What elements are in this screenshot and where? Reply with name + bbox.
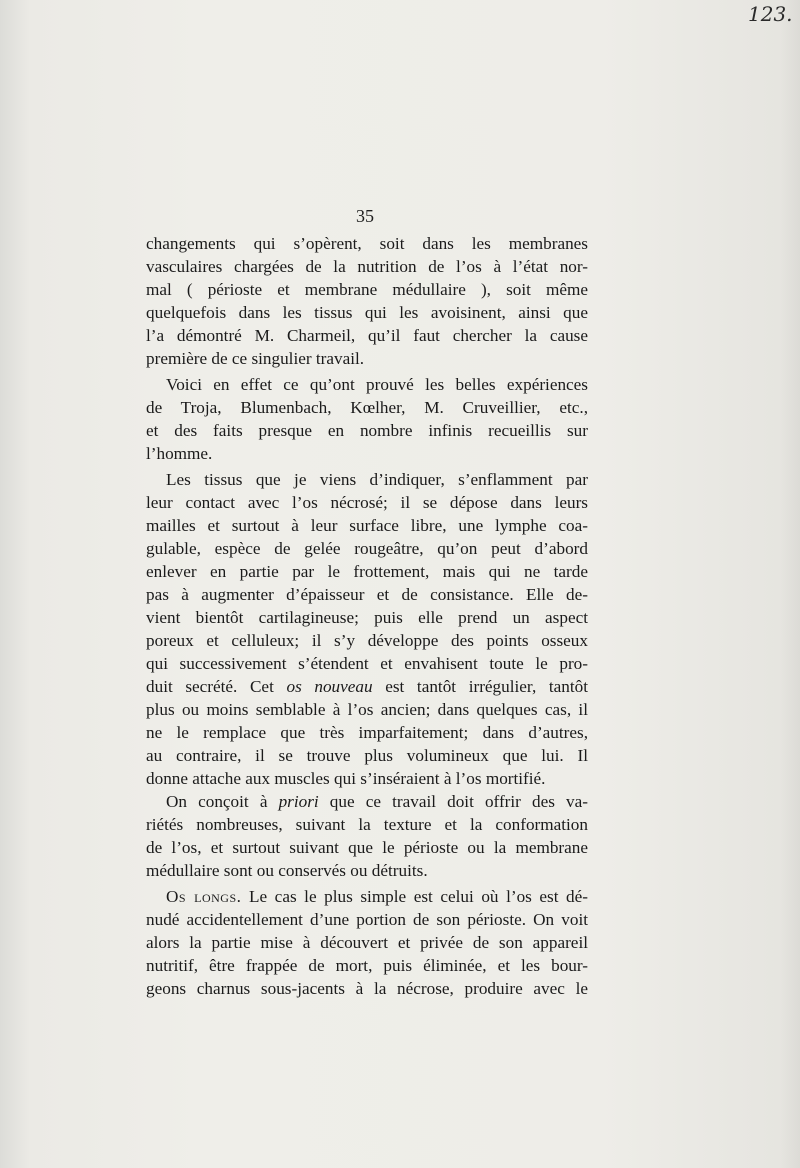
text-line: gulable, espèce de gelée rougeâtre, qu’on peut d’abord <box>146 539 588 558</box>
text-line: pas à augmenter d’épaisseur et de consistance. Elle de- <box>146 585 588 604</box>
text-line: enlever en partie par le frottement, mais qui ne tarde <box>146 562 588 581</box>
handwritten-page-note: 123. <box>748 2 793 26</box>
text-line: première de ce singulier travail. <box>146 349 365 368</box>
text-line: riétés nombreuses, suivant la texture et la conformation <box>146 815 588 834</box>
text-line: nudé accidentellement d’une portion de son périoste. On voit <box>146 910 588 929</box>
text-line: mal ( périoste et membrane médullaire ), soit même <box>146 280 588 299</box>
text-line: Voici en effet ce qu’ont prouvé les belles expériences <box>166 375 588 394</box>
text-line: leur contact avec l’os nécrosé; il se dépose dans leurs <box>146 493 588 512</box>
text-line: geons charnus sous-jacents à la nécrose, produire avec le <box>146 979 588 998</box>
text-line: changements qui s’opèrent, soit dans les membranes <box>146 234 588 253</box>
text-line: vient bientôt cartilagineuse; puis elle prend un aspect <box>146 608 588 627</box>
paragraph <box>146 232 588 370</box>
text-line: au contraire, il se trouve plus volumineux que lui. Il <box>146 746 588 765</box>
section-lead: Os longs. <box>166 887 242 906</box>
page-number: 35 <box>356 206 374 226</box>
text-line: et des faits presque en nombre infinis recueillis sur <box>146 421 588 440</box>
text-line: l’a démontré M. Charmeil, qu’il faut chercher la cause <box>146 326 588 345</box>
text-line: vasculaires chargées de la nutrition de l’os à l’état nor- <box>146 257 588 276</box>
text-line: médullaire sont ou conservés ou détruits. <box>146 861 428 880</box>
text-line: alors la partie mise à découvert et privée de son appareil <box>146 933 588 952</box>
text-line-with-italic: On conçoit à priori que ce travail doit offrir des va- <box>166 792 588 811</box>
text-line-with-heading: Os longs. Le cas le plus simple est celui où l’os est dé- <box>166 887 589 906</box>
text-line: ne le remplace que très imparfaitement; dans d’autres, <box>146 723 588 742</box>
body-text <box>146 232 588 1000</box>
paragraph <box>146 373 588 465</box>
paragraph <box>146 790 588 882</box>
text-line-with-italic: duit secrété. Cet os nouveau est tantôt irrégulier, tantôt <box>146 677 589 696</box>
italic-term: priori <box>278 792 319 811</box>
paragraph <box>146 885 588 1000</box>
italic-term: os nouveau <box>286 677 373 696</box>
text-line: qui successivement s’étendent et envahisent toute le pro- <box>146 654 588 673</box>
text-line: de Troja, Blumenbach, Kœlher, M. Cruveillier, etc., <box>146 398 588 417</box>
text-line: nutritif, être frappée de mort, puis éliminée, et les bour- <box>146 956 588 975</box>
paragraph <box>146 468 588 790</box>
text-line: donne attache aux muscles qui s’inséraient à l’os mortifié. <box>146 769 546 788</box>
text-line: mailles et surtout à leur surface libre, une lymphe coa- <box>146 516 588 535</box>
text-line: poreux et celluleux; il s’y développe des points osseux <box>146 631 588 650</box>
text-line: l’homme. <box>146 444 213 463</box>
text-line: de l’os, et surtout suivant que le périoste ou la membrane <box>146 838 588 857</box>
text-line: quelquefois dans les tissus qui les avoisinent, ainsi que <box>146 303 588 322</box>
text-line: plus ou moins semblable à l’os ancien; dans quelques cas, il <box>146 700 588 719</box>
text-line: Les tissus que je viens d’indiquer, s’enflamment par <box>166 470 588 489</box>
